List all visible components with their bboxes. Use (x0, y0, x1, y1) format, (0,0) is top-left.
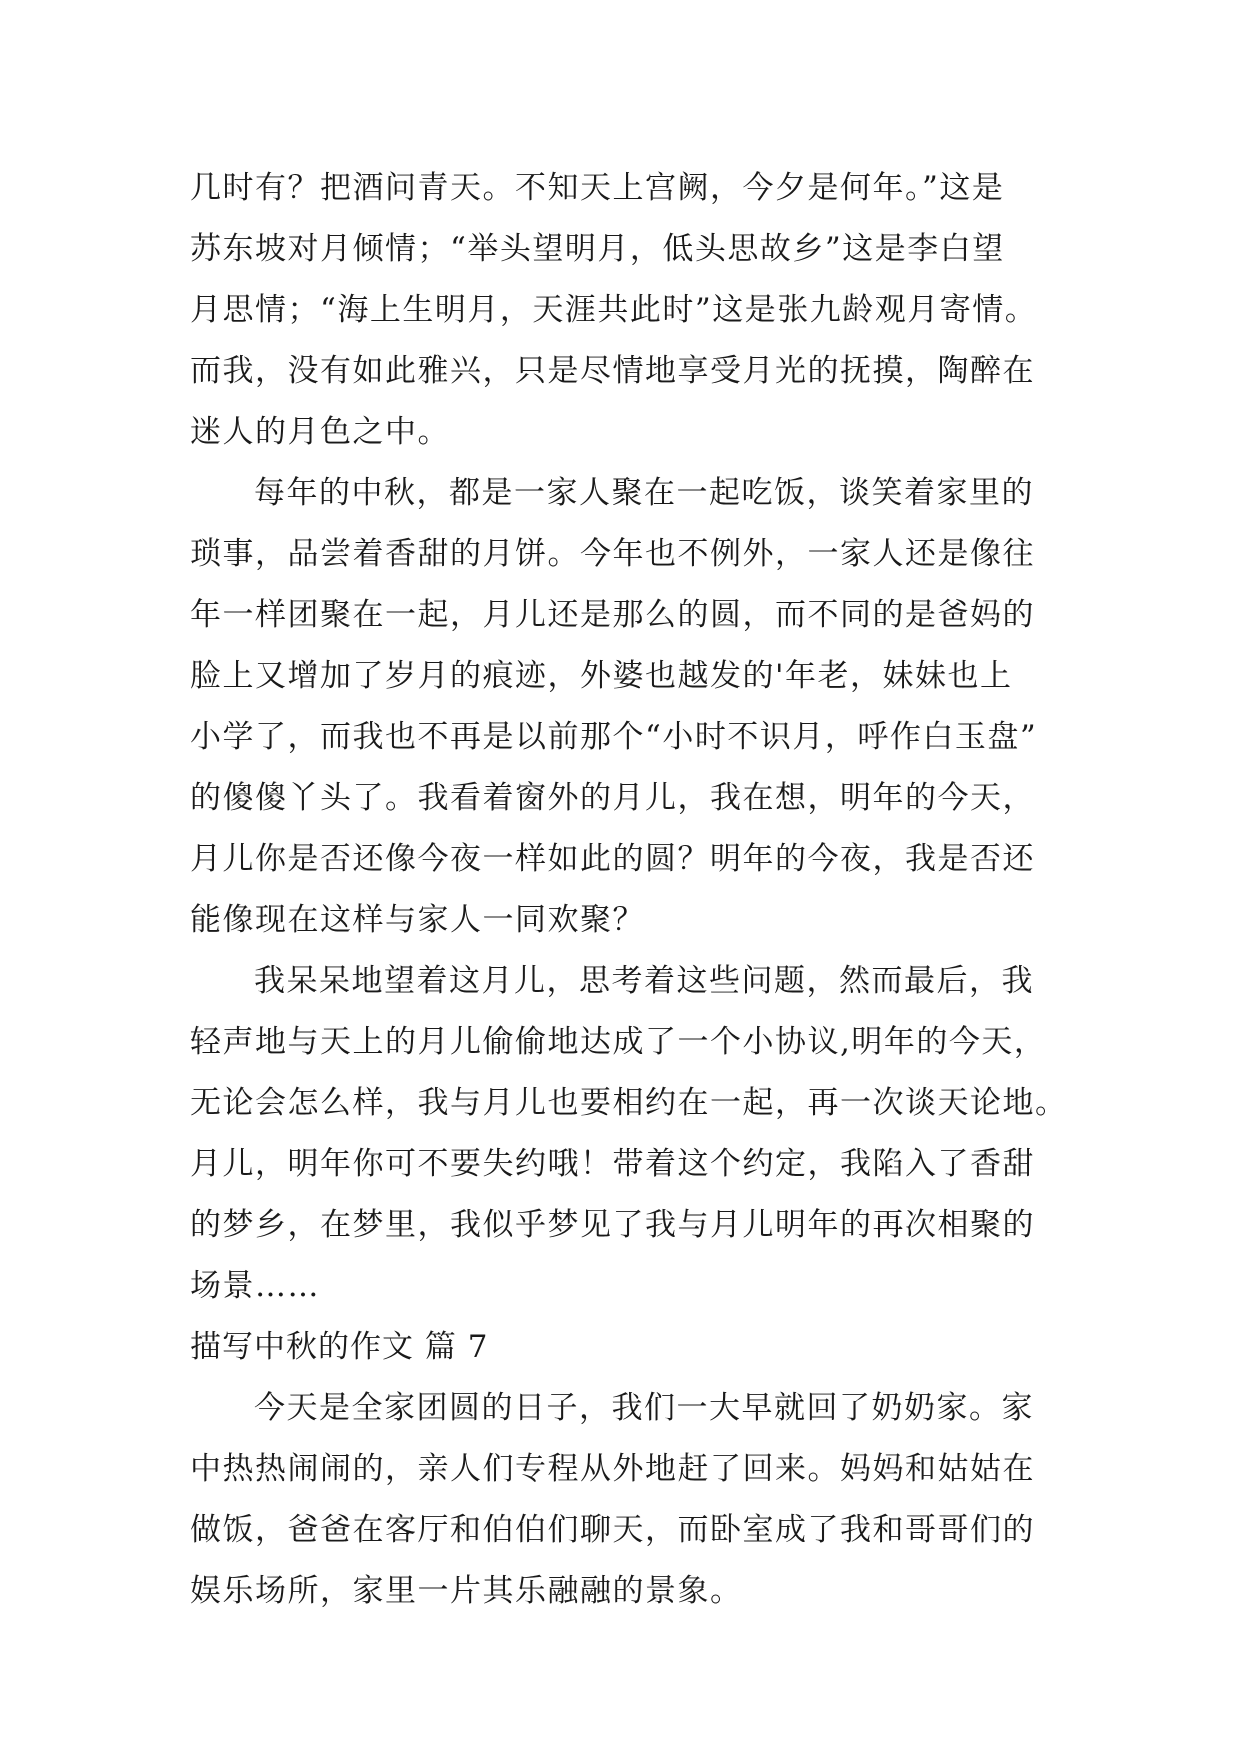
text-line: 迷人的月色之中。 (190, 414, 450, 450)
paragraph-first-line: 今天是全家团圆的日子，我们一大早就回了奶奶家。家 (254, 1390, 1034, 1426)
text-line: 脸上又增加了岁月的痕迹，外婆也越发的'年老，妹妹也上 (190, 658, 1013, 694)
text-line: 几时有？把酒问青天。不知天上宫阙，今夕是何年。”这是 (190, 170, 1005, 206)
text-line: 场景…… (190, 1268, 320, 1304)
article-body (190, 158, 1068, 1622)
text-line: 月思情；“海上生明月，天涯共此时”这是张九龄观月寄情。 (190, 292, 1038, 328)
text-line: 苏东坡对月倾情；“举头望明月，低头思故乡”这是李白望 (190, 231, 1005, 267)
text-line: 轻声地与天上的月儿偷偷地达成了一个小协议,明年的今天， (190, 1024, 1047, 1060)
section-heading: 描写中秋的作文 篇 7 (190, 1329, 489, 1365)
text-line: 的傻傻丫头了。我看着窗外的月儿，我在想，明年的今天， (190, 780, 1035, 816)
text-line: 娱乐场所，家里一片其乐融融的景象。 (190, 1573, 743, 1609)
text-line: 做饭，爸爸在客厅和伯伯们聊天，而卧室成了我和哥哥们的 (190, 1512, 1035, 1548)
text-line: 的梦乡，在梦里，我似乎梦见了我与月儿明年的再次相聚的 (190, 1207, 1035, 1243)
text-line: 能像现在这样与家人一同欢聚？ (190, 902, 645, 938)
text-line: 月儿，明年你可不要失约哦！带着这个约定，我陷入了香甜 (190, 1146, 1035, 1182)
text-line: 月儿你是否还像今夜一样如此的圆？明年的今夜，我是否还 (190, 841, 1035, 877)
text-line: 小学了，而我也不再是以前那个“小时不识月，呼作白玉盘” (190, 719, 1038, 755)
text-line: 无论会怎么样，我与月儿也要相约在一起，再一次谈天论地。 (190, 1085, 1068, 1121)
text-line: 年一样团聚在一起，月儿还是那么的圆，而不同的是爸妈的 (190, 597, 1035, 633)
text-line: 而我，没有如此雅兴，只是尽情地享受月光的抚摸，陶醉在 (190, 353, 1035, 389)
text-line: 琐事，品尝着香甜的月饼。今年也不例外，一家人还是像往 (190, 536, 1035, 572)
text-line: 中热热闹闹的，亲人们专程从外地赶了回来。妈妈和姑姑在 (190, 1451, 1035, 1487)
paragraph-first-line: 我呆呆地望着这月儿，思考着这些问题，然而最后，我 (254, 963, 1034, 999)
paragraph-first-line: 每年的中秋，都是一家人聚在一起吃饭，谈笑着家里的 (254, 475, 1034, 511)
